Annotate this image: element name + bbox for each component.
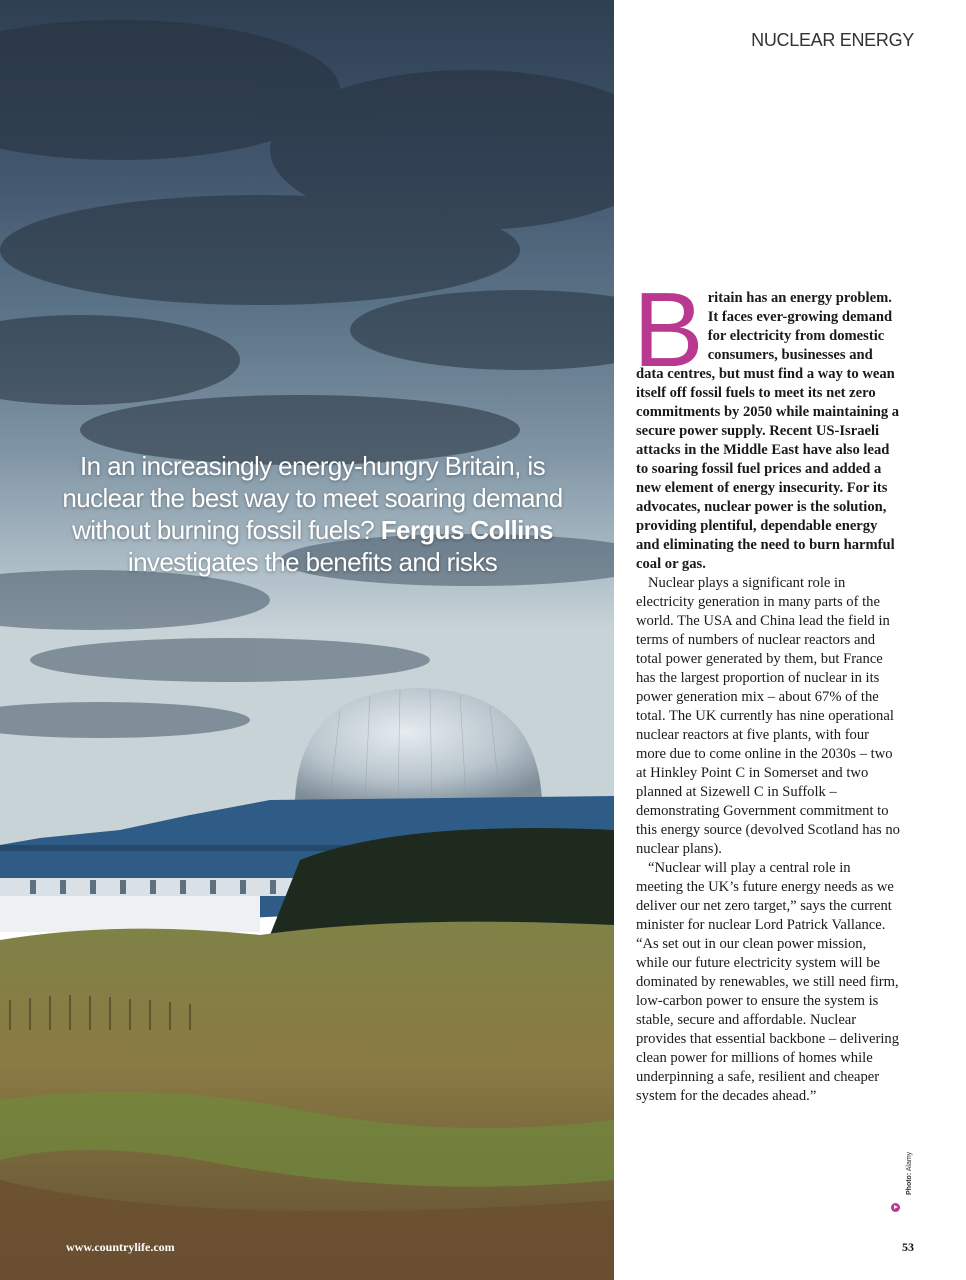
body-paragraph: Nuclear plays a significant role in electricity generation in many parts of the world. The USA and China lead the field in terms of numbers of nuclear reactors and total power generated by them, but France has the largest proportion of nuclear in its power generation mix – about 67% of the total. The UK currently has nine operational nuclear reactors at five plants, with four more due to come online in the 2030s – two at Hinkley Point C in Somerset and two planned at Sizewell C in Suffolk – demonstrating Government commitment to this energy source (devolved Scotland has no nuclear plans).	[636, 575, 900, 857]
photo-credit	[906, 1152, 913, 1195]
lead-paragraph	[633, 271, 901, 574]
standfirst-intro: In an increasingly energy-hungry Britain, is nuclear the best way to meet soaring demand without burning fossil fuels?	[62, 451, 563, 545]
body-paragraph: “Nuclear will play a central role in meeting the UK’s future energy needs as we deliver our net zero target,” says the current minister for nuclear Lord Patrick Vallance. “As set out in our clean power mission, while our future electricity system will be dominated by renewables, we still need firm, low-carbon power to ensure the system is stable, secure and affordable. Nuclear provides that essential backbone – delivering clean power for millions of homes while underpinning a safe, resilient and cheaper system for the decades ahead.”	[636, 860, 900, 1104]
page-number: 53	[902, 1240, 914, 1254]
standfirst-outro: investigates the benefits and risks	[127, 547, 498, 577]
photo-credit-label: Photo:	[906, 1172, 913, 1195]
drop-cap: B	[633, 271, 704, 389]
website-url: www.countrylife.com	[66, 1240, 175, 1254]
article-body	[633, 271, 901, 1106]
standfirst	[40, 450, 585, 578]
lead-text: ritain has an energy problem. It faces ever-growing demand for electricity from domestic consumers, businesses and data centres, but must find a way to wean itself off fossil fuels to meet its net zero commitments by 2050 while maintaining a secure power supply. Recent US-Israeli attacks in the Middle East have also lead to soaring fossil fuel prices and added a new element of energy insecurity. For its advocates, nuclear power is the solution, providing plentiful, dependable energy and eliminating the need to burn harmful coal or gas.	[636, 290, 900, 572]
author-name: Fergus Collins	[380, 515, 553, 545]
photo-credit-source: Alamy	[906, 1151, 913, 1172]
end-of-article-icon	[891, 1203, 900, 1212]
section-label: NUCLEAR ENERGY	[751, 30, 914, 50]
